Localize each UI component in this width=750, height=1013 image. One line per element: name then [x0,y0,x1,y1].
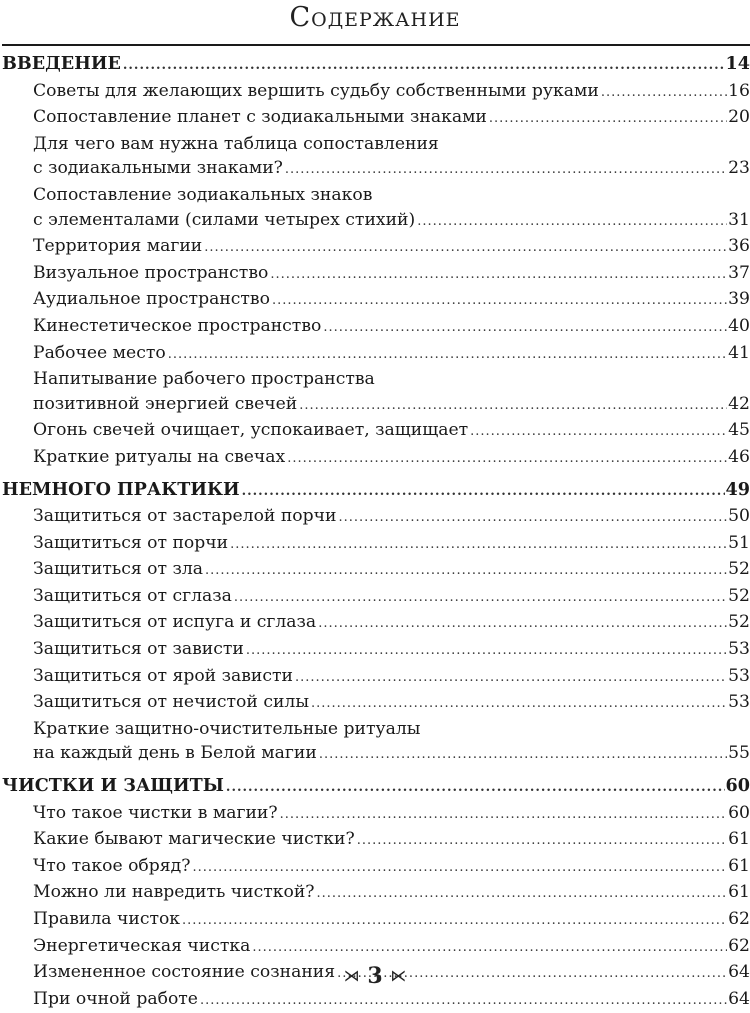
toc-entry[interactable] [0,584,750,611]
entry-page-number: 64 [728,962,750,983]
leader-dots [182,909,727,934]
entry-page-number: 52 [728,585,750,606]
leader-dots [285,158,727,183]
entry-line [0,827,750,854]
entry-line [0,105,750,132]
entry-page-number: 45 [728,420,750,441]
leader-dots [489,107,727,132]
entry-page-number: 52 [728,559,750,580]
entry-title: Аудиальное пространство [33,289,270,310]
leader-dots [311,692,727,717]
page-footer [0,963,750,989]
section-page-number: 49 [725,478,750,500]
entry-title: Защититься от нечистой силы [33,692,309,713]
leader-dots [168,343,727,368]
entry-page-number: 41 [728,342,750,363]
section-heading[interactable] [0,478,750,505]
entry-title-line: Напитывание рабочего пространства [33,369,375,390]
title-rule [2,44,750,46]
toc-entry[interactable] [0,418,750,445]
entry-line [0,741,750,768]
leader-dots [323,316,727,341]
entry-page-number: 36 [728,236,750,257]
entry-title: Энергетическая чистка [33,935,251,956]
toc-entry[interactable] [0,637,750,664]
entry-title: Измененное состояние сознания [33,962,336,983]
toc-entry[interactable] [0,132,750,183]
entry-title: на каждый день в Белой магии [33,743,317,764]
entry-title: Сопоставление планет с зодиакальными знаками [33,107,487,128]
leader-dots [123,54,725,79]
entry-title: Какие бывают магические чистки? [33,829,355,850]
entry-line [0,445,750,472]
toc-section [0,478,750,769]
leader-dots [299,394,727,419]
entry-line [0,690,750,717]
entry-line [0,610,750,637]
toc-entry[interactable] [0,367,750,418]
toc-entry[interactable] [0,314,750,341]
leader-dots [200,989,727,1013]
entry-title: Можно ли навредить чисткой? [33,882,315,903]
footer-ornament-right: ⋉ [390,966,407,985]
entry-title: позитивной энергией свечей [33,393,298,414]
leader-dots [204,236,727,261]
entry-title: Что такое чистки в магии? [33,802,278,823]
leader-dots [252,936,727,961]
entry-title: Огонь свечей очищает, успокаивает, защищает [33,420,469,441]
section-heading[interactable] [0,774,750,801]
entry-title: Советы для желающих вершить судьбу собственными руками [33,80,599,101]
entry-page-number: 53 [728,639,750,660]
entry-page-number: 37 [728,262,750,283]
entry-title: Защититься от испуга и сглаза [33,612,317,633]
leader-dots [317,882,728,907]
entry-line [0,314,750,341]
entry-line [0,156,750,183]
leader-dots [246,639,727,664]
leader-dots [287,447,727,472]
section-heading[interactable] [0,52,750,79]
entry-title-line: Для чего вам нужна таблица сопоставления [33,133,439,154]
leader-dots [319,743,727,768]
toc-entry[interactable] [0,717,750,768]
entry-page-number: 23 [728,158,750,179]
entry-line [0,287,750,314]
entry-page-number: 50 [728,506,750,527]
leader-dots [357,829,727,854]
toc-entry[interactable] [0,880,750,907]
footer-ornament-left: ⋊ [343,966,360,985]
leader-dots [417,210,727,235]
entry-line [0,854,750,881]
entry-line [0,504,750,531]
entry-line [0,907,750,934]
leader-dots [601,81,727,106]
toc-entry[interactable] [0,907,750,934]
entry-line [0,79,750,106]
entry-title: Визуальное пространство [33,262,269,283]
entry-line [0,934,750,961]
leader-dots [205,559,727,584]
entry-line [0,801,750,828]
section-title: ВВЕДЕНИЕ [2,53,121,74]
entry-page-number: 61 [728,829,750,850]
entry-title-line: Краткие защитно-очистительные ритуалы [33,718,421,739]
entry-title: Защититься от застарелой порчи [33,506,337,527]
toc-entry[interactable] [0,690,750,717]
leader-dots [338,506,727,531]
toc-entry[interactable] [0,934,750,961]
toc-entry[interactable] [0,610,750,637]
toc-entry[interactable] [0,664,750,691]
leader-dots [272,289,727,314]
entry-page-number: 64 [728,988,750,1009]
entry-title: Рабочее место [33,342,166,363]
leader-dots [192,856,727,881]
entry-title: Краткие ритуалы на свечах [33,446,286,467]
entry-line [0,234,750,261]
entry-page-number: 62 [728,935,750,956]
entry-page-number: 20 [728,107,750,128]
toc-entry[interactable] [0,341,750,368]
leader-dots [226,776,725,801]
toc-entry[interactable] [0,105,750,132]
entry-line [0,531,750,558]
entry-title: Защититься от зависти [33,639,244,660]
toc-entry[interactable] [0,531,750,558]
toc-section [0,52,750,472]
entry-page-number: 62 [728,909,750,929]
entry-title-line: Сопоставление зодиакальных знаков [33,184,373,205]
toc-entry[interactable] [0,854,750,881]
entry-title: Правила чисток [33,909,181,929]
entry-page-number: 53 [728,665,750,686]
entry-title: Кинестетическое пространство [33,315,322,336]
toc-entry[interactable] [0,183,750,234]
toc-entry[interactable] [0,557,750,584]
entry-title: Защититься от порчи [33,532,229,553]
entry-line [0,664,750,691]
entry-page-number: 16 [728,80,750,101]
toc-entry[interactable] [0,445,750,472]
entry-title: Защититься от ярой зависти [33,665,293,686]
section-page-number: 60 [725,775,750,797]
toc-entry[interactable] [0,801,750,828]
entry-line [0,418,750,445]
entry-page-number: 52 [728,612,750,633]
leader-dots [470,420,727,445]
entry-page-number: 53 [728,692,750,713]
entry-page-number: 55 [728,743,750,764]
toc-entry[interactable] [0,261,750,288]
entry-page-number: 60 [728,802,750,823]
section-title: НЕМНОГО ПРАКТИКИ [2,478,240,500]
entry-page-number: 61 [728,882,750,903]
leader-dots [234,586,727,611]
leader-dots [270,263,727,288]
leader-dots [230,533,727,558]
toc-entry[interactable] [0,287,750,314]
entry-page-number: 39 [728,289,750,310]
entry-line [0,637,750,664]
toc-entry[interactable] [0,234,750,261]
entry-line [0,261,750,288]
leader-dots [295,666,727,691]
entry-title: с элементалами (силами четырех стихий) [33,209,416,230]
entry-title: Территория магии [33,236,203,257]
entry-page-number: 40 [728,315,750,336]
leader-dots [318,612,727,637]
section-page-number: 14 [725,53,750,74]
entry-page-number: 31 [728,209,750,230]
toc-entry[interactable] [0,79,750,106]
entry-title: При очной работе [33,988,198,1009]
table-of-contents [0,52,750,1013]
entry-page-number: 46 [728,446,750,467]
entry-title: Защититься от сглаза [33,585,232,606]
entry-line [0,208,750,235]
entry-title: Что такое обряд? [33,855,191,876]
entry-line [0,392,750,419]
page-title: Содержание [289,2,461,33]
page-number: 3 [367,963,383,989]
section-title: ЧИСТКИ И ЗАЩИТЫ [2,775,224,797]
entry-title: с зодиакальными знаками? [33,158,283,179]
leader-dots [280,803,728,828]
toc-entry[interactable] [0,827,750,854]
entry-line [0,880,750,907]
entry-page-number: 42 [728,393,750,414]
entry-line [0,584,750,611]
entry-line [0,341,750,368]
entry-title: Защититься от зла [33,559,204,580]
entry-page-number: 61 [728,855,750,876]
leader-dots [242,480,725,505]
entry-page-number: 51 [728,532,750,553]
entry-line [0,557,750,584]
toc-entry[interactable] [0,504,750,531]
